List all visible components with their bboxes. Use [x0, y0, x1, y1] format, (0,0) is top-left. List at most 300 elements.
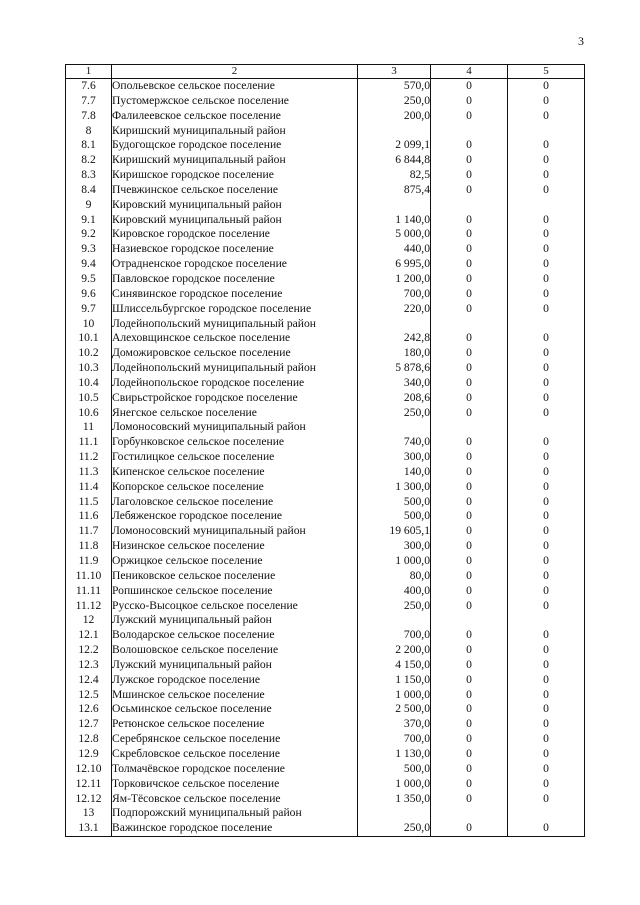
- row-number: 10: [66, 317, 112, 332]
- row-col4: 0: [431, 717, 508, 732]
- row-name: Лужский муниципальный район: [112, 658, 358, 673]
- row-col5: 0: [508, 213, 585, 228]
- row-col4: 0: [431, 435, 508, 450]
- row-name: Лужский муниципальный район: [112, 613, 358, 628]
- row-amount: 2 500,0: [358, 702, 431, 717]
- row-col5: 0: [508, 406, 585, 421]
- row-col4: 0: [431, 331, 508, 346]
- row-col4: 0: [431, 702, 508, 717]
- row-number: 12.3: [66, 658, 112, 673]
- row-col4: 0: [431, 762, 508, 777]
- column-header-5: 5: [508, 65, 585, 79]
- row-col5: 0: [508, 79, 585, 94]
- row-col5: 0: [508, 702, 585, 717]
- table-row: [66, 406, 585, 421]
- row-amount: 208,6: [358, 391, 431, 406]
- row-name: Гостилицкое сельское поселение: [112, 450, 358, 465]
- row-col5: 0: [508, 257, 585, 272]
- table-row: [66, 495, 585, 510]
- row-amount: 1 300,0: [358, 480, 431, 495]
- row-amount: 82,5: [358, 168, 431, 183]
- column-header-1: 1: [66, 65, 112, 79]
- row-col4: 0: [431, 792, 508, 807]
- row-number: 11.8: [66, 539, 112, 554]
- row-name: Шлиссельбургское городское поселение: [112, 302, 358, 317]
- row-col5: [508, 613, 585, 628]
- row-col5: 0: [508, 168, 585, 183]
- row-col4: 0: [431, 213, 508, 228]
- row-col5: 0: [508, 109, 585, 124]
- row-col5: 0: [508, 183, 585, 198]
- row-col5: 0: [508, 302, 585, 317]
- row-col5: [508, 124, 585, 139]
- row-number: 11.1: [66, 435, 112, 450]
- table-row: [66, 257, 585, 272]
- row-col4: [431, 613, 508, 628]
- row-name: Лаголовское сельское поселение: [112, 495, 358, 510]
- row-amount: 242,8: [358, 331, 431, 346]
- row-col4: 0: [431, 732, 508, 747]
- row-col4: [431, 198, 508, 213]
- row-amount: 1 000,0: [358, 777, 431, 792]
- row-name: Лебяженское городское поселение: [112, 509, 358, 524]
- row-col4: 0: [431, 569, 508, 584]
- row-name: Волошовское сельское поселение: [112, 643, 358, 658]
- row-col4: 0: [431, 94, 508, 109]
- row-col4: [431, 124, 508, 139]
- row-name: Ретюнское сельское поселение: [112, 717, 358, 732]
- row-col4: 0: [431, 509, 508, 524]
- row-col4: 0: [431, 747, 508, 762]
- row-number: 12.8: [66, 732, 112, 747]
- row-number: 8: [66, 124, 112, 139]
- row-amount: 500,0: [358, 509, 431, 524]
- row-number: 9.7: [66, 302, 112, 317]
- table-row: [66, 643, 585, 658]
- row-col4: 0: [431, 138, 508, 153]
- row-col5: [508, 420, 585, 435]
- row-name: Фалилеевское сельское поселение: [112, 109, 358, 124]
- row-number: 10.2: [66, 346, 112, 361]
- table-header: [66, 65, 585, 79]
- row-number: 11.7: [66, 524, 112, 539]
- row-col4: 0: [431, 450, 508, 465]
- table-row: [66, 584, 585, 599]
- table-row: [66, 94, 585, 109]
- row-col5: 0: [508, 673, 585, 688]
- row-amount: 80,0: [358, 569, 431, 584]
- row-name: Серебрянское сельское поселение: [112, 732, 358, 747]
- table-row: [66, 821, 585, 836]
- table-row: [66, 376, 585, 391]
- table-row: [66, 391, 585, 406]
- table-row: [66, 524, 585, 539]
- row-name: Кировское городское поселение: [112, 227, 358, 242]
- row-number: 12: [66, 613, 112, 628]
- row-amount: 200,0: [358, 109, 431, 124]
- row-number: 10.4: [66, 376, 112, 391]
- row-col5: 0: [508, 480, 585, 495]
- row-amount: 500,0: [358, 495, 431, 510]
- row-col5: 0: [508, 747, 585, 762]
- row-number: 10.5: [66, 391, 112, 406]
- row-name: Подпорожский муниципальный район: [112, 806, 358, 821]
- row-amount: [358, 613, 431, 628]
- row-number: 8.3: [66, 168, 112, 183]
- row-col5: 0: [508, 331, 585, 346]
- row-col4: 0: [431, 465, 508, 480]
- row-col5: 0: [508, 554, 585, 569]
- row-col4: 0: [431, 153, 508, 168]
- row-col4: 0: [431, 599, 508, 614]
- table-row: [66, 658, 585, 673]
- table-row: [66, 227, 585, 242]
- row-amount: 370,0: [358, 717, 431, 732]
- row-amount: 250,0: [358, 599, 431, 614]
- column-header-4: 4: [431, 65, 508, 79]
- row-number: 8.4: [66, 183, 112, 198]
- row-amount: 340,0: [358, 376, 431, 391]
- row-number: 8.2: [66, 153, 112, 168]
- table-row: [66, 138, 585, 153]
- row-amount: 6 844,8: [358, 153, 431, 168]
- row-name: Киришское городское поселение: [112, 168, 358, 183]
- row-col4: 0: [431, 406, 508, 421]
- row-number: 12.7: [66, 717, 112, 732]
- table-row: [66, 272, 585, 287]
- row-name: Будогощское городское поселение: [112, 138, 358, 153]
- table-row: [66, 717, 585, 732]
- row-number: 12.5: [66, 688, 112, 703]
- row-amount: 300,0: [358, 450, 431, 465]
- row-number: 10.3: [66, 361, 112, 376]
- row-number: 12.6: [66, 702, 112, 717]
- row-name: Горбунковское сельское поселение: [112, 435, 358, 450]
- row-amount: 250,0: [358, 406, 431, 421]
- row-number: 11.3: [66, 465, 112, 480]
- row-amount: 2 099,1: [358, 138, 431, 153]
- row-amount: 250,0: [358, 94, 431, 109]
- row-amount: 1 000,0: [358, 688, 431, 703]
- row-col4: 0: [431, 257, 508, 272]
- row-name: Доможировское сельское поселение: [112, 346, 358, 361]
- row-number: 12.12: [66, 792, 112, 807]
- row-name: Русско-Высоцкое сельское поселение: [112, 599, 358, 614]
- row-amount: 180,0: [358, 346, 431, 361]
- row-amount: 700,0: [358, 287, 431, 302]
- row-amount: 140,0: [358, 465, 431, 480]
- table-row: [66, 673, 585, 688]
- budget-table: [65, 64, 585, 837]
- row-number: 11: [66, 420, 112, 435]
- row-col4: 0: [431, 821, 508, 836]
- row-col5: 0: [508, 599, 585, 614]
- row-amount: [358, 198, 431, 213]
- row-col4: 0: [431, 168, 508, 183]
- row-col5: 0: [508, 569, 585, 584]
- row-amount: 1 140,0: [358, 213, 431, 228]
- table-row: [66, 153, 585, 168]
- row-amount: [358, 806, 431, 821]
- row-number: 13: [66, 806, 112, 821]
- row-number: 12.11: [66, 777, 112, 792]
- row-number: 12.1: [66, 628, 112, 643]
- row-number: 11.11: [66, 584, 112, 599]
- row-amount: [358, 317, 431, 332]
- row-amount: 250,0: [358, 821, 431, 836]
- row-name: Кипенское сельское поселение: [112, 465, 358, 480]
- table-row: [66, 168, 585, 183]
- row-col5: 0: [508, 435, 585, 450]
- row-col4: 0: [431, 79, 508, 94]
- row-number: 7.7: [66, 94, 112, 109]
- row-number: 13.1: [66, 821, 112, 836]
- row-amount: 400,0: [358, 584, 431, 599]
- table-row: [66, 420, 585, 435]
- row-number: 11.4: [66, 480, 112, 495]
- row-name: Кировский муниципальный район: [112, 198, 358, 213]
- row-name: Назиевское городское поселение: [112, 242, 358, 257]
- row-amount: 19 605,1: [358, 524, 431, 539]
- row-name: Лодейнопольский муниципальный район: [112, 361, 358, 376]
- row-col5: 0: [508, 138, 585, 153]
- row-name: Лодейнопольское городское поселение: [112, 376, 358, 391]
- table-row: [66, 287, 585, 302]
- table-row: [66, 599, 585, 614]
- table-row: [66, 806, 585, 821]
- row-col4: 0: [431, 643, 508, 658]
- row-col5: 0: [508, 717, 585, 732]
- row-col4: [431, 806, 508, 821]
- row-col5: 0: [508, 346, 585, 361]
- row-amount: 700,0: [358, 628, 431, 643]
- row-name: Ропшинское сельское поселение: [112, 584, 358, 599]
- row-col4: 0: [431, 376, 508, 391]
- row-name: Янегское сельское поселение: [112, 406, 358, 421]
- row-col4: 0: [431, 628, 508, 643]
- row-name: Скребловское сельское поселение: [112, 747, 358, 762]
- row-name: Володарское сельское поселение: [112, 628, 358, 643]
- header-row: [66, 65, 585, 79]
- row-number: 11.10: [66, 569, 112, 584]
- row-amount: [358, 124, 431, 139]
- table-row: [66, 539, 585, 554]
- row-col5: 0: [508, 287, 585, 302]
- row-col4: 0: [431, 272, 508, 287]
- row-number: 12.2: [66, 643, 112, 658]
- row-amount: 2 200,0: [358, 643, 431, 658]
- row-col5: 0: [508, 376, 585, 391]
- row-amount: 570,0: [358, 79, 431, 94]
- table-row: [66, 762, 585, 777]
- row-col4: 0: [431, 109, 508, 124]
- table-row: [66, 613, 585, 628]
- row-number: 9: [66, 198, 112, 213]
- row-name: Мшинское сельское поселение: [112, 688, 358, 703]
- table-row: [66, 124, 585, 139]
- row-number: 11.5: [66, 495, 112, 510]
- table-row: [66, 747, 585, 762]
- row-name: Оржицкое сельское поселение: [112, 554, 358, 569]
- row-number: 12.10: [66, 762, 112, 777]
- row-col5: 0: [508, 524, 585, 539]
- row-name: Пчевжинское сельское поселение: [112, 183, 358, 198]
- row-col4: 0: [431, 777, 508, 792]
- row-number: 11.12: [66, 599, 112, 614]
- row-col5: [508, 198, 585, 213]
- table-body: [66, 79, 585, 837]
- row-number: 10.1: [66, 331, 112, 346]
- table-row: [66, 435, 585, 450]
- row-col4: 0: [431, 346, 508, 361]
- table-row: [66, 317, 585, 332]
- row-name: Важинское городское поселение: [112, 821, 358, 836]
- row-name: Толмачёвское городское поселение: [112, 762, 358, 777]
- table-row: [66, 183, 585, 198]
- row-col5: 0: [508, 94, 585, 109]
- row-name: Ломоносовский муниципальный район: [112, 524, 358, 539]
- row-number: 12.9: [66, 747, 112, 762]
- row-col5: 0: [508, 227, 585, 242]
- row-col5: 0: [508, 465, 585, 480]
- row-col5: 0: [508, 688, 585, 703]
- row-name: Синявинское городское поселение: [112, 287, 358, 302]
- row-name: Кировский муниципальный район: [112, 213, 358, 228]
- row-col4: 0: [431, 673, 508, 688]
- row-name: Пениковское сельское поселение: [112, 569, 358, 584]
- row-name: Копорское сельское поселение: [112, 480, 358, 495]
- row-col5: 0: [508, 242, 585, 257]
- row-number: 9.1: [66, 213, 112, 228]
- table-row: [66, 242, 585, 257]
- row-number: 11.6: [66, 509, 112, 524]
- row-name: Свирьстройское городское поселение: [112, 391, 358, 406]
- row-name: Алеховщинское сельское поселение: [112, 331, 358, 346]
- row-name: Низинское сельское поселение: [112, 539, 358, 554]
- table-row: [66, 777, 585, 792]
- row-amount: 300,0: [358, 539, 431, 554]
- row-name: Осьминское сельское поселение: [112, 702, 358, 717]
- row-name: Павловское городское поселение: [112, 272, 358, 287]
- table-row: [66, 331, 585, 346]
- row-col4: [431, 317, 508, 332]
- table-row: [66, 302, 585, 317]
- row-amount: 1 200,0: [358, 272, 431, 287]
- row-number: 9.3: [66, 242, 112, 257]
- row-amount: 1 130,0: [358, 747, 431, 762]
- table-row: [66, 480, 585, 495]
- row-col4: 0: [431, 242, 508, 257]
- column-header-2: 2: [112, 65, 358, 79]
- row-col5: 0: [508, 584, 585, 599]
- table-row: [66, 109, 585, 124]
- row-amount: 740,0: [358, 435, 431, 450]
- row-col4: 0: [431, 524, 508, 539]
- row-name: Киришский муниципальный район: [112, 153, 358, 168]
- row-col4: 0: [431, 287, 508, 302]
- row-number: 8.1: [66, 138, 112, 153]
- table-row: [66, 198, 585, 213]
- row-col5: 0: [508, 539, 585, 554]
- row-col5: 0: [508, 509, 585, 524]
- row-col5: 0: [508, 821, 585, 836]
- row-name: Лодейнопольский муниципальный район: [112, 317, 358, 332]
- row-amount: [358, 420, 431, 435]
- row-name: Отрадненское городское поселение: [112, 257, 358, 272]
- row-col5: 0: [508, 643, 585, 658]
- row-col4: 0: [431, 227, 508, 242]
- row-name: Лужское городское поселение: [112, 673, 358, 688]
- table-row: [66, 554, 585, 569]
- row-number: 9.5: [66, 272, 112, 287]
- row-amount: 700,0: [358, 732, 431, 747]
- row-col4: 0: [431, 584, 508, 599]
- row-number: 11.2: [66, 450, 112, 465]
- row-col5: 0: [508, 732, 585, 747]
- row-col5: 0: [508, 450, 585, 465]
- row-col5: 0: [508, 391, 585, 406]
- row-col4: 0: [431, 539, 508, 554]
- row-col4: 0: [431, 391, 508, 406]
- row-amount: 5 000,0: [358, 227, 431, 242]
- row-amount: 6 995,0: [358, 257, 431, 272]
- row-name: Киришский муниципальный район: [112, 124, 358, 139]
- row-col5: 0: [508, 792, 585, 807]
- row-col4: 0: [431, 361, 508, 376]
- row-col4: [431, 420, 508, 435]
- row-col4: 0: [431, 480, 508, 495]
- table-row: [66, 450, 585, 465]
- row-amount: 440,0: [358, 242, 431, 257]
- row-col5: [508, 806, 585, 821]
- row-col5: 0: [508, 495, 585, 510]
- table-row: [66, 688, 585, 703]
- row-col5: 0: [508, 777, 585, 792]
- row-amount: 220,0: [358, 302, 431, 317]
- row-number: 11.9: [66, 554, 112, 569]
- row-number: 7.8: [66, 109, 112, 124]
- table-row: [66, 792, 585, 807]
- row-amount: 1 000,0: [358, 554, 431, 569]
- row-col4: 0: [431, 183, 508, 198]
- row-number: 9.6: [66, 287, 112, 302]
- row-number: 7.6: [66, 79, 112, 94]
- row-col4: 0: [431, 554, 508, 569]
- row-col5: 0: [508, 658, 585, 673]
- row-col5: 0: [508, 153, 585, 168]
- column-header-3: 3: [358, 65, 431, 79]
- table-row: [66, 79, 585, 94]
- row-number: 9.2: [66, 227, 112, 242]
- table-row: [66, 346, 585, 361]
- row-amount: 5 878,6: [358, 361, 431, 376]
- row-col4: 0: [431, 495, 508, 510]
- row-number: 9.4: [66, 257, 112, 272]
- row-name: Торковичское сельское поселение: [112, 777, 358, 792]
- row-col4: 0: [431, 658, 508, 673]
- page-number: 3: [578, 34, 584, 48]
- row-col4: 0: [431, 688, 508, 703]
- table-row: [66, 569, 585, 584]
- row-col4: 0: [431, 302, 508, 317]
- row-col5: [508, 317, 585, 332]
- table-row: [66, 361, 585, 376]
- table-row: [66, 465, 585, 480]
- row-col5: 0: [508, 272, 585, 287]
- row-number: 12.4: [66, 673, 112, 688]
- row-amount: 875,4: [358, 183, 431, 198]
- table-row: [66, 509, 585, 524]
